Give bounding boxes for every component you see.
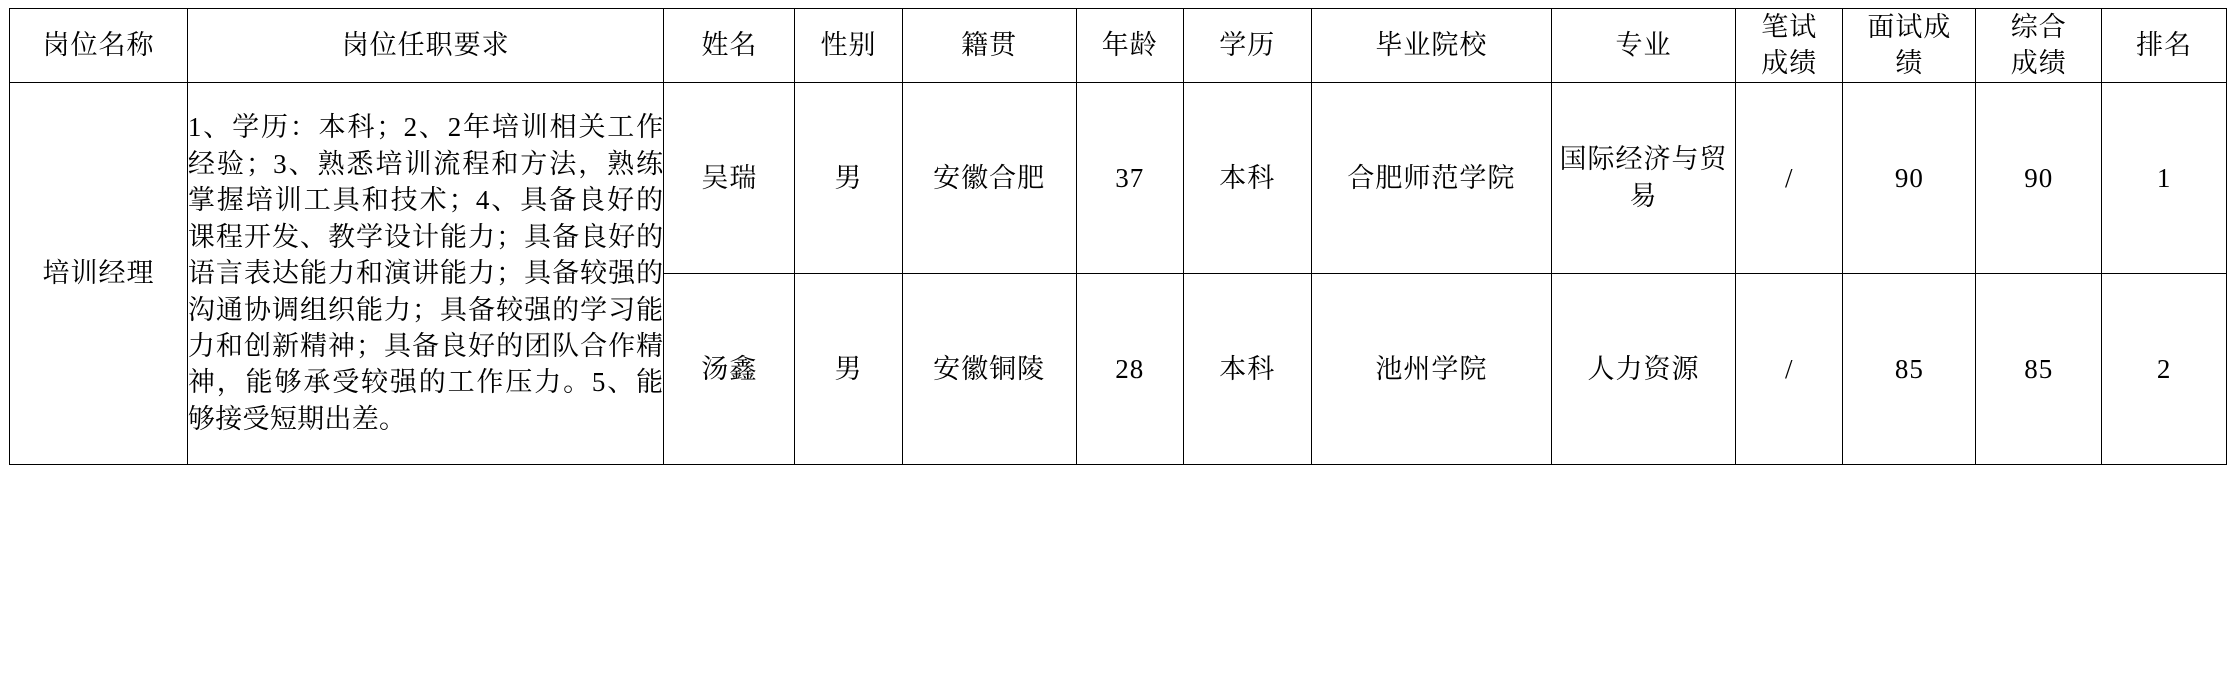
- recruitment-results-table: [9, 8, 2227, 465]
- cell-gender: 男: [795, 82, 902, 273]
- cell-major: 人力资源: [1552, 273, 1736, 464]
- header-requirements: 岗位任职要求: [187, 9, 664, 83]
- requirements-text: 1、学历：本科；2、2年培训相关工作经验；3、熟悉培训流程和方法，熟练掌握培训工具和技术；4、具备良好的课程开发、教学设计能力；具备良好的语言表达能力和演讲能力；具备较强的沟通协调组织能力；具备较强的学习能力和创新精神；具备良好的团队合作精神，能够承受较强的工作压力。5、能够接受短期出差。: [187, 112, 664, 434]
- header-school: 毕业院校: [1311, 9, 1551, 83]
- header-total-score: [1976, 9, 2102, 83]
- cell-post-name: 培训经理: [10, 82, 188, 464]
- cell-written-score: /: [1736, 82, 1843, 273]
- cell-major: 国际经济与贸易: [1552, 82, 1736, 273]
- header-written-score-line1: 笔试: [1761, 12, 1818, 42]
- cell-name: 吴瑞: [664, 82, 795, 273]
- cell-native-place: 安徽合肥: [902, 82, 1076, 273]
- cell-interview-score: 90: [1843, 82, 1976, 273]
- cell-interview-score: 85: [1843, 273, 1976, 464]
- cell-rank: 1: [2102, 82, 2227, 273]
- cell-total-score: 90: [1976, 82, 2102, 273]
- header-name: 姓名: [664, 9, 795, 83]
- cell-education: 本科: [1183, 82, 1311, 273]
- table-body: [10, 82, 2227, 464]
- cell-name: 汤鑫: [664, 273, 795, 464]
- cell-gender: 男: [795, 273, 902, 464]
- cell-requirements: [187, 82, 664, 464]
- cell-education: 本科: [1183, 273, 1311, 464]
- table-header: [10, 9, 2227, 83]
- cell-school: 池州学院: [1311, 273, 1551, 464]
- header-gender: 性别: [795, 9, 902, 83]
- header-education: 学历: [1183, 9, 1311, 83]
- header-written-score: [1736, 9, 1843, 83]
- header-interview-score: [1843, 9, 1976, 83]
- cell-age: 37: [1076, 82, 1183, 273]
- table-row: [10, 82, 2227, 273]
- header-written-score-line2: 成绩: [1761, 48, 1818, 79]
- cell-native-place: 安徽铜陵: [902, 273, 1076, 464]
- header-row: [10, 9, 2227, 83]
- cell-school: 合肥师范学院: [1311, 82, 1551, 273]
- header-post-name: 岗位名称: [10, 9, 188, 83]
- header-interview-score-line1: 面试成: [1867, 12, 1952, 42]
- cell-age: 28: [1076, 273, 1183, 464]
- header-interview-score-line2: 绩: [1895, 48, 1924, 79]
- header-total-score-line1: 综合: [2010, 12, 2067, 42]
- header-total-score-line2: 成绩: [2010, 48, 2067, 79]
- header-native-place: 籍贯: [902, 9, 1076, 83]
- cell-written-score: /: [1736, 273, 1843, 464]
- header-major: 专业: [1552, 9, 1736, 83]
- header-rank: 排名: [2102, 9, 2227, 83]
- cell-total-score: 85: [1976, 273, 2102, 464]
- header-age: 年龄: [1076, 9, 1183, 83]
- cell-rank: 2: [2102, 273, 2227, 464]
